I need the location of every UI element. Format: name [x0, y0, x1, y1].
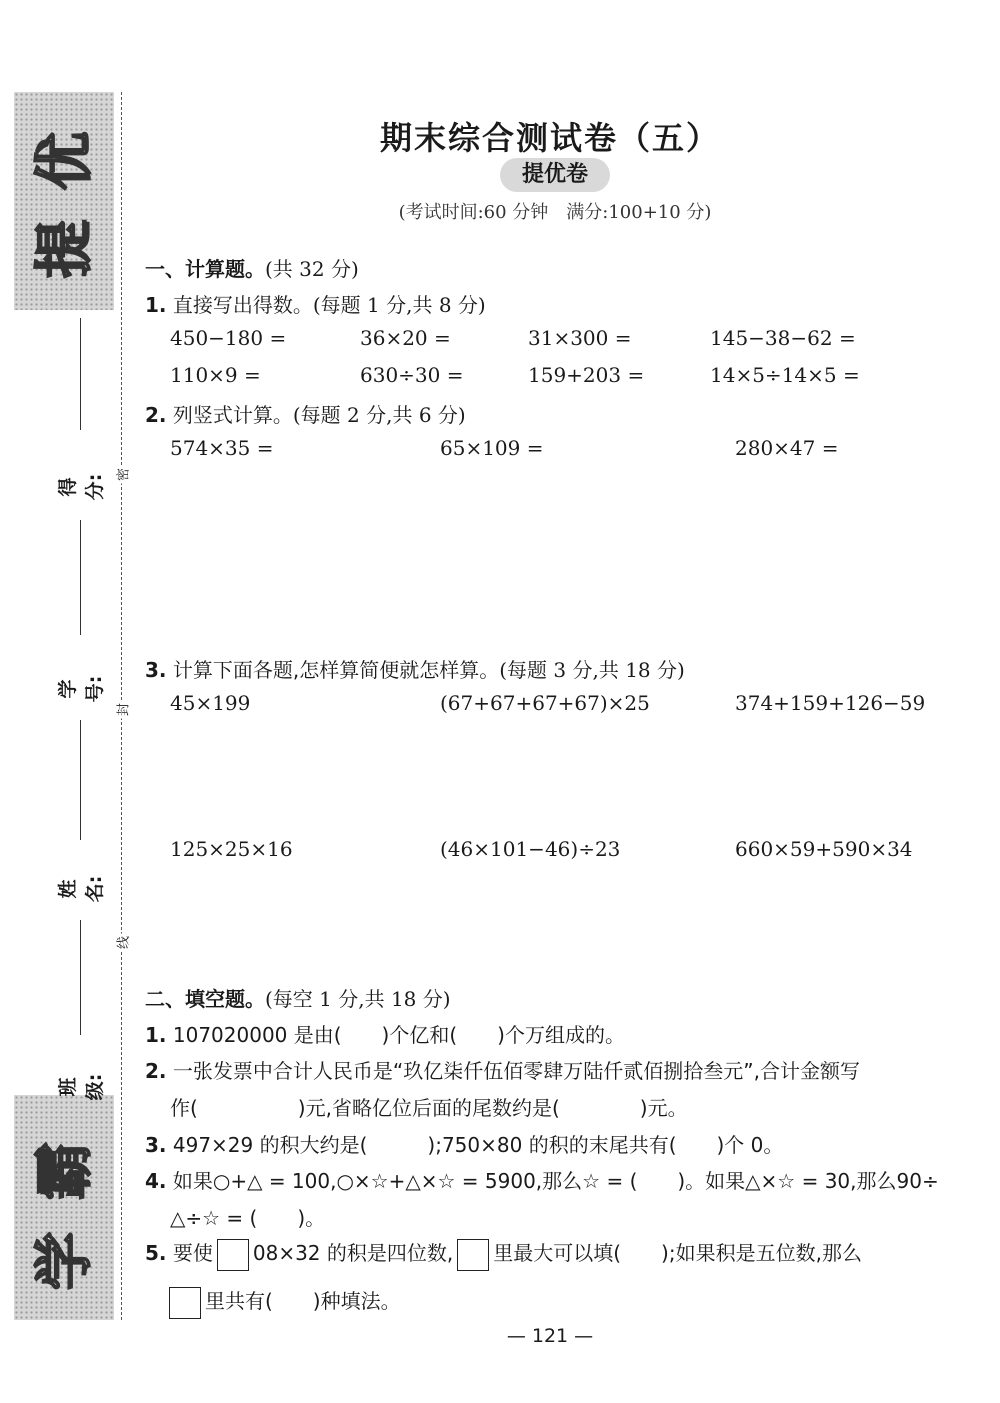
simplify-item: (46×101−46)÷23: [440, 837, 621, 861]
page-title: 期末综合测试卷（五）: [379, 119, 720, 157]
vertical-calc-item: 280×47 =: [735, 436, 839, 460]
question-number: 2.: [145, 1059, 167, 1083]
question-note: (每题 2 分,共 6 分): [292, 403, 466, 427]
calc-item: 450−180 =: [170, 326, 287, 350]
name-write-line[interactable]: [80, 720, 81, 840]
question-text: 497×29 的积大约是( );750×80 的积的末尾共有( )个 0。: [172, 1133, 784, 1157]
score-write-line[interactable]: [80, 318, 81, 430]
question-2-4-continued: △÷☆ = ( )。: [170, 1206, 326, 1230]
section-1-note: (共 32 分): [265, 257, 359, 281]
question-number: 1.: [145, 1023, 167, 1047]
question-number: 4.: [145, 1169, 167, 1193]
answer-box[interactable]: [217, 1239, 249, 1271]
calc-item: 159+203 =: [528, 363, 645, 387]
answer-box[interactable]: [169, 1287, 201, 1319]
question-note: (每题 1 分,共 8 分): [312, 293, 486, 317]
question-2-3: [145, 1129, 783, 1158]
section-2-note: (每空 1 分,共 18 分): [265, 987, 451, 1011]
simplify-item: 125×25×16: [170, 837, 293, 861]
question-text: 08×32 的积是四位数,: [252, 1241, 454, 1265]
question-1-2: [145, 399, 466, 428]
calc-item: 31×300 =: [528, 326, 632, 350]
question-1-3: [145, 654, 685, 683]
section-1-heading: [145, 253, 359, 282]
class-write-line[interactable]: [80, 920, 81, 1035]
section-1-title: 一、计算题。: [145, 257, 265, 281]
question-text: 里最大可以填( );如果积是五位数,那么: [493, 1241, 862, 1265]
question-number: 1.: [145, 293, 167, 317]
simplify-item: 374+159+126−59: [735, 691, 926, 715]
question-note: (每题 3 分,共 18 分): [499, 658, 685, 682]
question-text: 如果○+△ = 100,○×☆+△×☆ = 5900,那么☆ = ( )。如果△×☆ = 30,那么90÷: [172, 1169, 939, 1193]
calc-item: 14×5÷14×5 =: [710, 363, 860, 387]
calc-item: 145−38−62 =: [710, 326, 856, 350]
question-number: 3.: [145, 1133, 167, 1157]
question-number: 3.: [145, 658, 167, 682]
question-text: 列竖式计算。: [172, 403, 293, 427]
margin-char-ti: 提: [30, 220, 98, 279]
question-2-2: [145, 1055, 860, 1084]
calc-item: 110×9 =: [170, 363, 261, 387]
student-id-label: 学号:: [57, 675, 106, 703]
question-text: 一张发票中合计人民币是“玖亿柒仟伍佰零肆万陆仟贰佰捌拾叁元”,合计金额写: [172, 1059, 860, 1083]
question-text: 计算下面各题,怎样算简便就怎样算。: [172, 658, 500, 682]
question-2-1: [145, 1019, 625, 1048]
question-text: 里共有( )种填法。: [205, 1289, 401, 1313]
margin-char-xue: 学: [30, 1232, 98, 1291]
margin-char-ba: 霸: [30, 1142, 98, 1201]
question-text: 107020000 是由( )个亿和( )个万组成的。: [172, 1023, 625, 1047]
question-text: 直接写出得数。: [172, 293, 313, 317]
margin-char-you: 优: [30, 132, 98, 191]
vertical-calc-item: 574×35 =: [170, 436, 274, 460]
seal-char-feng: 封: [113, 701, 132, 719]
vertical-calc-item: 65×109 =: [440, 436, 544, 460]
simplify-item: 660×59+590×34: [735, 837, 913, 861]
seal-char-xian: 线: [113, 934, 132, 952]
class-label: 班级:: [57, 1073, 106, 1101]
question-number: 5.: [145, 1241, 167, 1265]
calc-item: 36×20 =: [360, 326, 451, 350]
question-2-5: [145, 1237, 862, 1271]
simplify-item: (67+67+67+67)×25: [440, 691, 650, 715]
exam-info: (考试时间:60 分钟 满分:100+10 分): [398, 202, 712, 223]
question-1-1: [145, 289, 486, 318]
question-number: 2.: [145, 403, 167, 427]
seal-char-mi: 密: [113, 466, 132, 484]
difficulty-badge: 提优卷: [500, 158, 610, 192]
section-2-title: 二、填空题。: [145, 987, 265, 1011]
score-label: 得分:: [57, 473, 106, 501]
answer-box[interactable]: [457, 1239, 489, 1271]
section-2-heading: [145, 983, 451, 1012]
name-label: 姓名:: [57, 875, 106, 903]
calc-item: 630÷30 =: [360, 363, 464, 387]
question-2-5-continued: [165, 1285, 401, 1319]
student-id-write-line[interactable]: [80, 520, 81, 635]
simplify-item: 45×199: [170, 691, 251, 715]
question-2-2-continued: 作( )元,省略亿位后面的尾数约是( )元。: [170, 1096, 688, 1120]
page-number: — 121 —: [506, 1325, 594, 1347]
question-text: 要使: [172, 1241, 213, 1265]
question-2-4: [145, 1165, 939, 1194]
